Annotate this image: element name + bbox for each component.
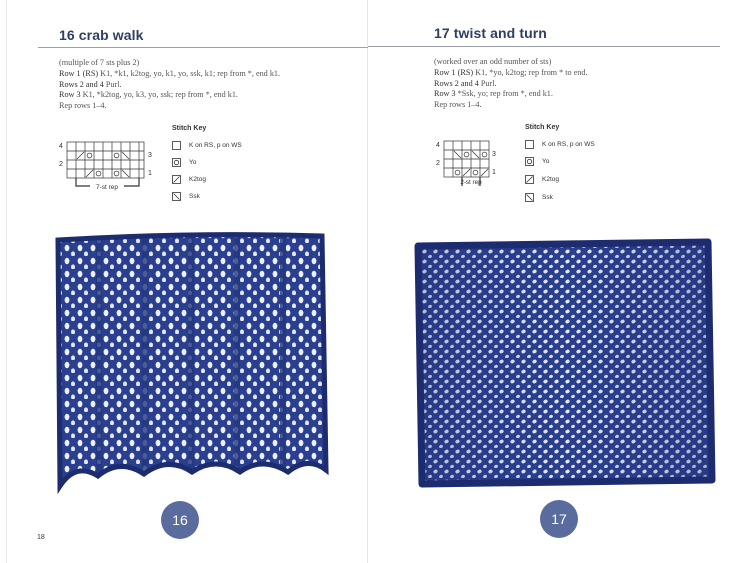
stitch-key-item: Ssk [525, 193, 553, 202]
chart-row-number: 2 [436, 160, 440, 167]
stitch-key-item: K2tog [525, 175, 559, 184]
instruction-line: Rows 2 and 4 Purl. [434, 78, 497, 88]
pattern-title-17: 17 twist and turn [434, 25, 547, 41]
chart-row-number: 1 [492, 169, 496, 176]
yo-circle-icon [525, 157, 534, 166]
stitch-key-item: Yo [525, 157, 549, 166]
header-rule-right [368, 46, 720, 47]
chart-row-number: 1 [148, 170, 152, 177]
stitch-key-item: Yo [172, 158, 196, 167]
instruction-line: (multiple of 7 sts plus 2) [59, 58, 140, 67]
knit-swatch-16-image [50, 230, 330, 496]
stitch-key-item: Ssk [172, 192, 200, 201]
stitch-chart-17 [434, 134, 504, 200]
chart-row-number: 3 [492, 151, 496, 158]
chart-row-number: 3 [148, 152, 152, 159]
chart-row-number: 4 [436, 142, 440, 149]
stitch-key-title: Stitch Key [525, 124, 560, 131]
book-spine [367, 0, 368, 563]
pattern-number-badge-17: 17 [540, 500, 578, 538]
chart-row-number: 4 [59, 143, 63, 150]
yo-circle-icon [172, 158, 181, 167]
pattern-number-badge-16: 16 [161, 501, 199, 539]
blank-square-icon [172, 141, 181, 150]
knit-swatch-17-image [410, 238, 716, 490]
instruction-line: Rep rows 1–4. [434, 100, 482, 110]
stitch-key-item: K2tog [172, 175, 206, 184]
stitch-key-item: K on RS, p on WS [172, 141, 242, 150]
pattern-instructions-16 [59, 58, 280, 112]
k2tog-icon [525, 175, 534, 184]
instruction-line: Rows 2 and 4 Purl. [59, 79, 122, 89]
ssk-icon [525, 193, 534, 202]
stitch-chart-16 [58, 136, 168, 194]
k2tog-icon [172, 175, 181, 184]
pattern-title-16: 16 crab walk [59, 27, 144, 43]
blank-square-icon [525, 140, 534, 149]
pattern-instructions-17 [434, 57, 588, 111]
instruction-line: Row 1 (RS) K1, *k1, k2tog, yo, k1, yo, ssk, k1; rep from *, end k1. [59, 68, 281, 78]
stitch-key-item: K on RS, p on WS [525, 140, 595, 149]
instruction-line: Row 3 *Ssk, yo; rep from *, end k1. [434, 89, 553, 99]
chart-rep-label: 7-st rep [95, 184, 119, 191]
instruction-line: Row 3 K1, *k2tog, yo, k3, yo, ssk; rep from *, end k1. [59, 90, 238, 100]
stitch-key-title: Stitch Key [172, 125, 207, 132]
instruction-line: (worked over an odd number of sts) [434, 57, 552, 66]
header-rule-left [38, 47, 368, 48]
chart-rep-label: 2-st rep [460, 179, 482, 186]
chart-row-number: 2 [59, 161, 63, 168]
page-number: 18 [37, 534, 45, 541]
ssk-icon [172, 192, 181, 201]
instruction-line: Row 1 (RS) K1, *yo, k2tog; rep from * to end. [434, 67, 588, 77]
page-edge [6, 0, 7, 563]
instruction-line: Rep rows 1–4. [59, 101, 107, 111]
